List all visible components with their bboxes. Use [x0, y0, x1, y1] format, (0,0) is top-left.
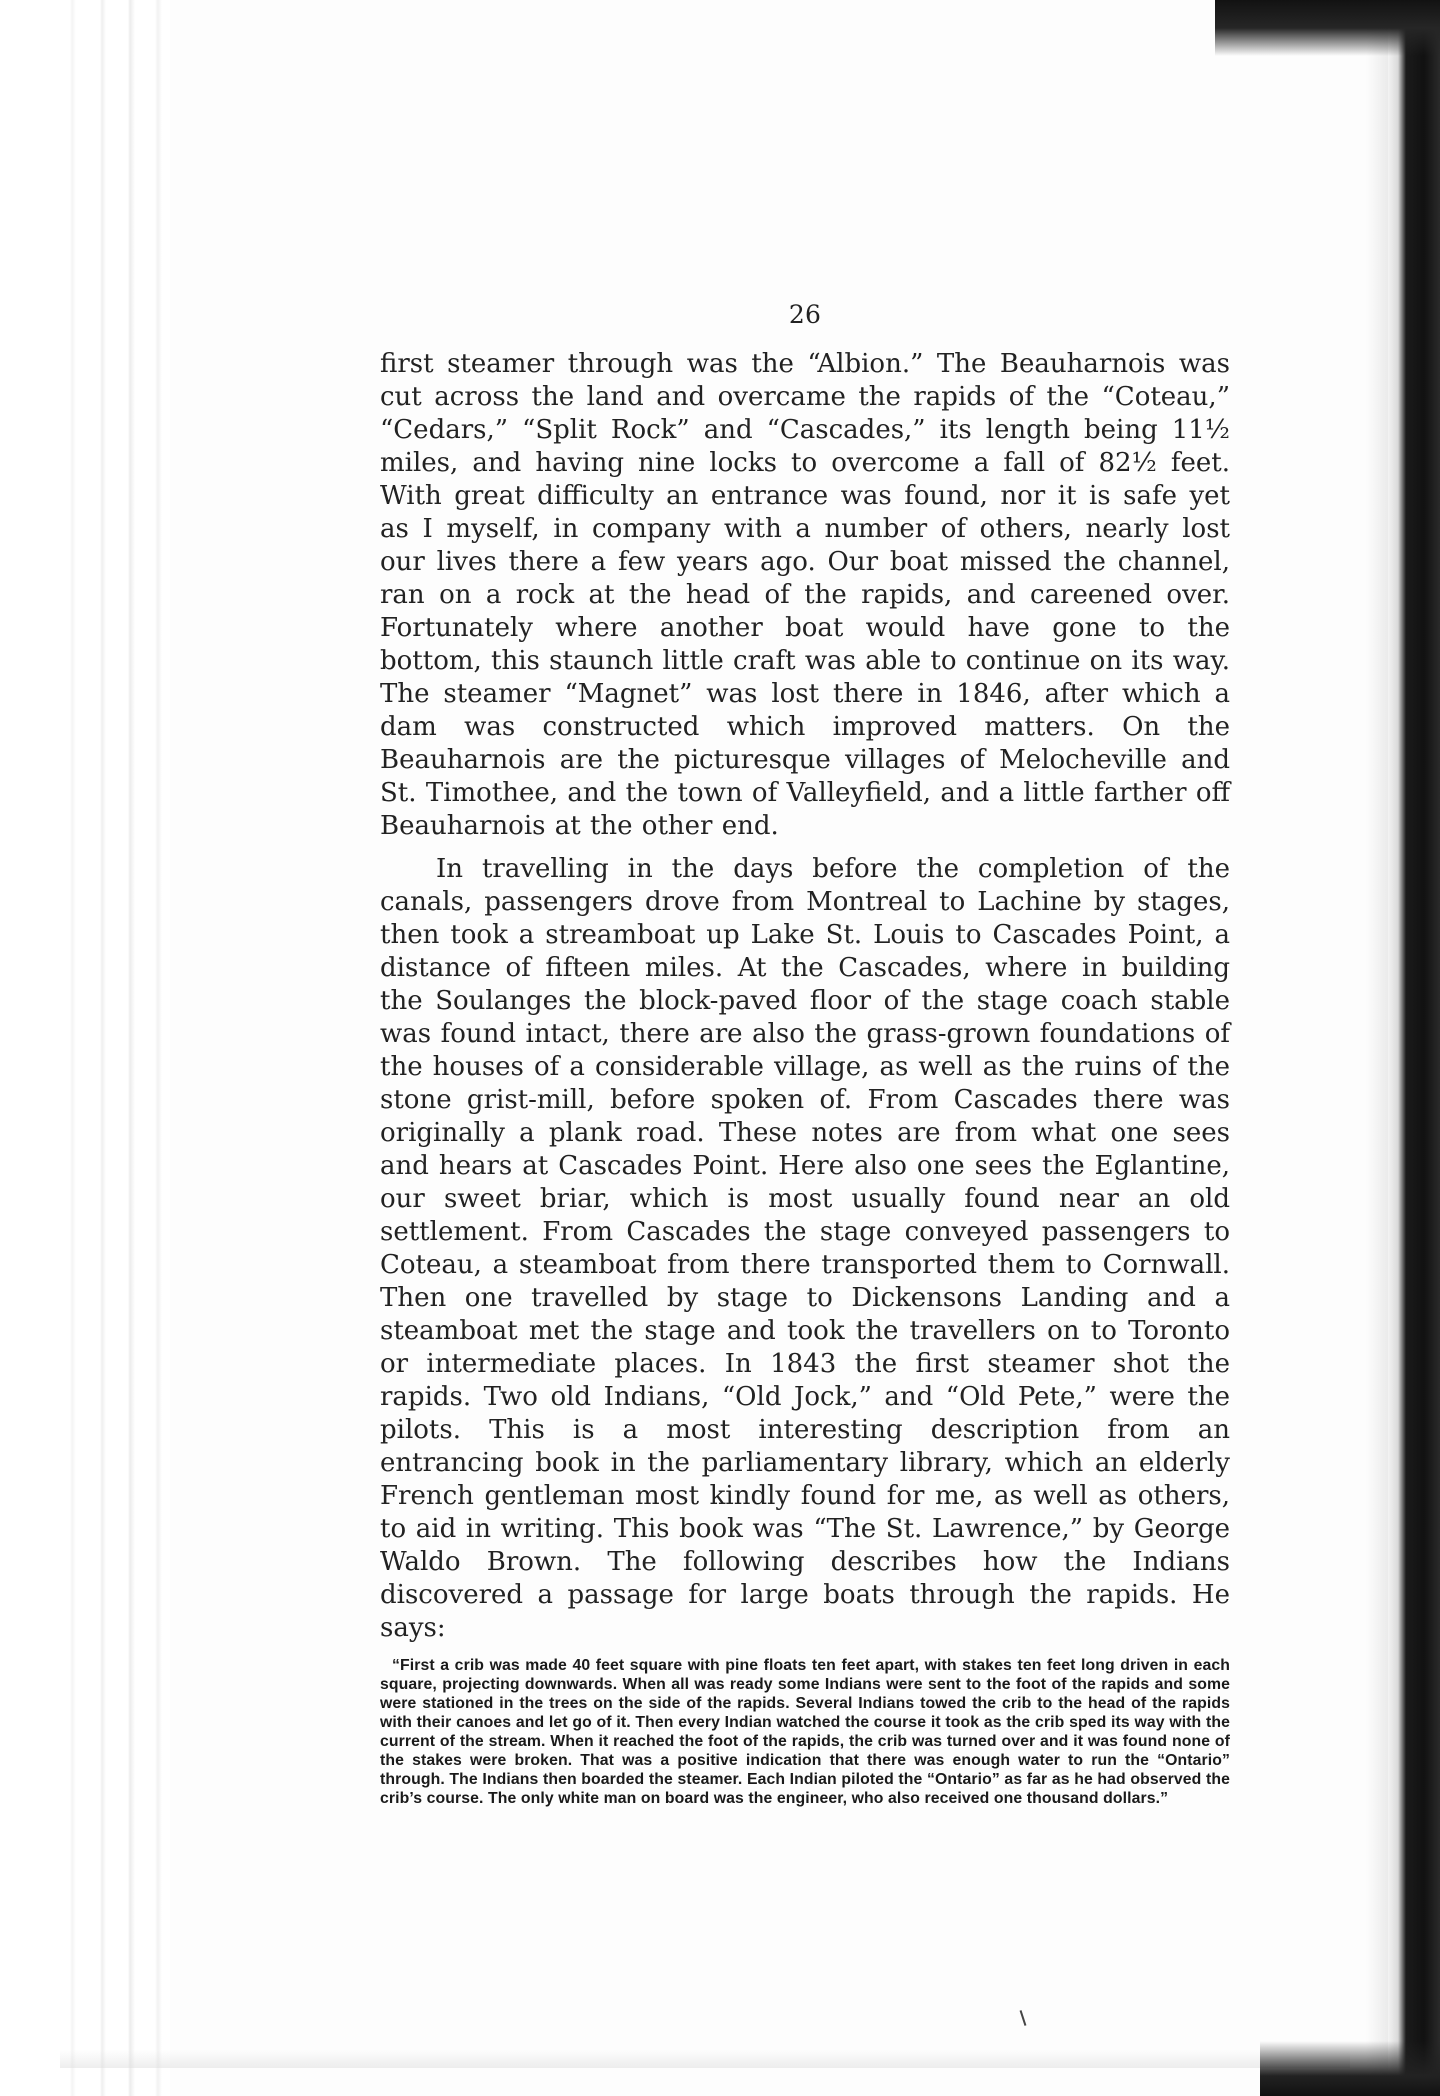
paragraph: first steamer through was the “Albion.” The Beauharnois was cut across the land and overcame the rapids of the “Coteau,” “Cedars,” “Split Rock” and “Cascades,” its length being 11½ miles, and having nine locks to overcome a fall of 82½ feet. With great difficulty an entrance was found, nor it is safe yet as I myself, in company with a number of others, nearly lost our lives there a few years ago. Our boat missed the channel, ran on a rock at the head of the rapids, and careened over. Fortunately where another boat would have gone to the bottom, this staunch little craft was able to continue on its way. The steamer “Magnet” was lost there in 1846, after which a dam was constructed which improved matters. On the Beauharnois are the picturesque villages of Melocheville and St. Timothee, and the town of Valleyfield, and a little farther off Beauharnois at the other end.: [380, 349, 1230, 841]
right-binding-shadow: [1388, 0, 1440, 2096]
bottom-right-dark-edge: [1260, 2036, 1440, 2096]
bottom-page-shadow: [60, 2050, 1350, 2068]
page-content: [380, 300, 1230, 1808]
paragraph: In travelling in the days before the completion of the canals, passengers drove from Montreal to Lachine by stages, then took a streamboat up Lake St. Louis to Cascades Point, a distance of fifteen miles. At the Cascades, where in building the Soulanges the block-paved floor of the stage coach stable was found intact, there are also the grass-grown foundations of the houses of a considerable village, as well as the ruins of the stone grist-mill, before spoken of. From Cascades there was originally a plank road. These notes are from what one sees and hears at Cascades Point. Here also one sees the Eglantine, our sweet briar, which is most usually found near an old settlement. From Cascades the stage conveyed passengers to Coteau, a steamboat from there transported them to Cornwall. Then one travelled by stage to Dickensons Landing and a steamboat met the stage and took the travellers on to Toronto or intermediate places. In 1843 the first steamer shot the rapids. Two old Indians, “Old Jock,” and “Old Pete,” were the pilots. This is a most interesting description from an entrancing book in the parliamentary library, which an elderly French gentleman most kindly found for me, as well as others, to aid in writing. This book was “The St. Lawrence,” by George Waldo Brown. The following describes how the Indians discovered a passage for large boats through the rapids. He says:: [380, 854, 1230, 1643]
quoted-passage: “First a crib was made 40 feet square with pine floats ten feet apart, with stakes ten feet long driven in each square, projecting downwards. When all was ready some Indians were sent to the foot of the rapids and some were stationed in the trees on the side of the rapids. Several Indians towed the crib to the head of the rapids with their canoes and let go of it. Then every Indian watched the course it took as the crib sped its way with the current of the stream. When it reached the foot of the rapids, the crib was turned over and it was found none of the stakes were broken. That was a positive indication that there was enough water to run the “Ontario” through. The Indians then boarded the steamer. Each Indian piloted the “Ontario” as far as he had observed the crib’s course. The only white man on board was the engineer, who also received one thousand dollars.”: [380, 1657, 1230, 1807]
left-page-edges: [0, 0, 170, 2096]
right-inner-shadow: [1366, 0, 1388, 2096]
page-number: 26: [788, 300, 822, 329]
top-right-dark-edge: [1215, 0, 1440, 60]
